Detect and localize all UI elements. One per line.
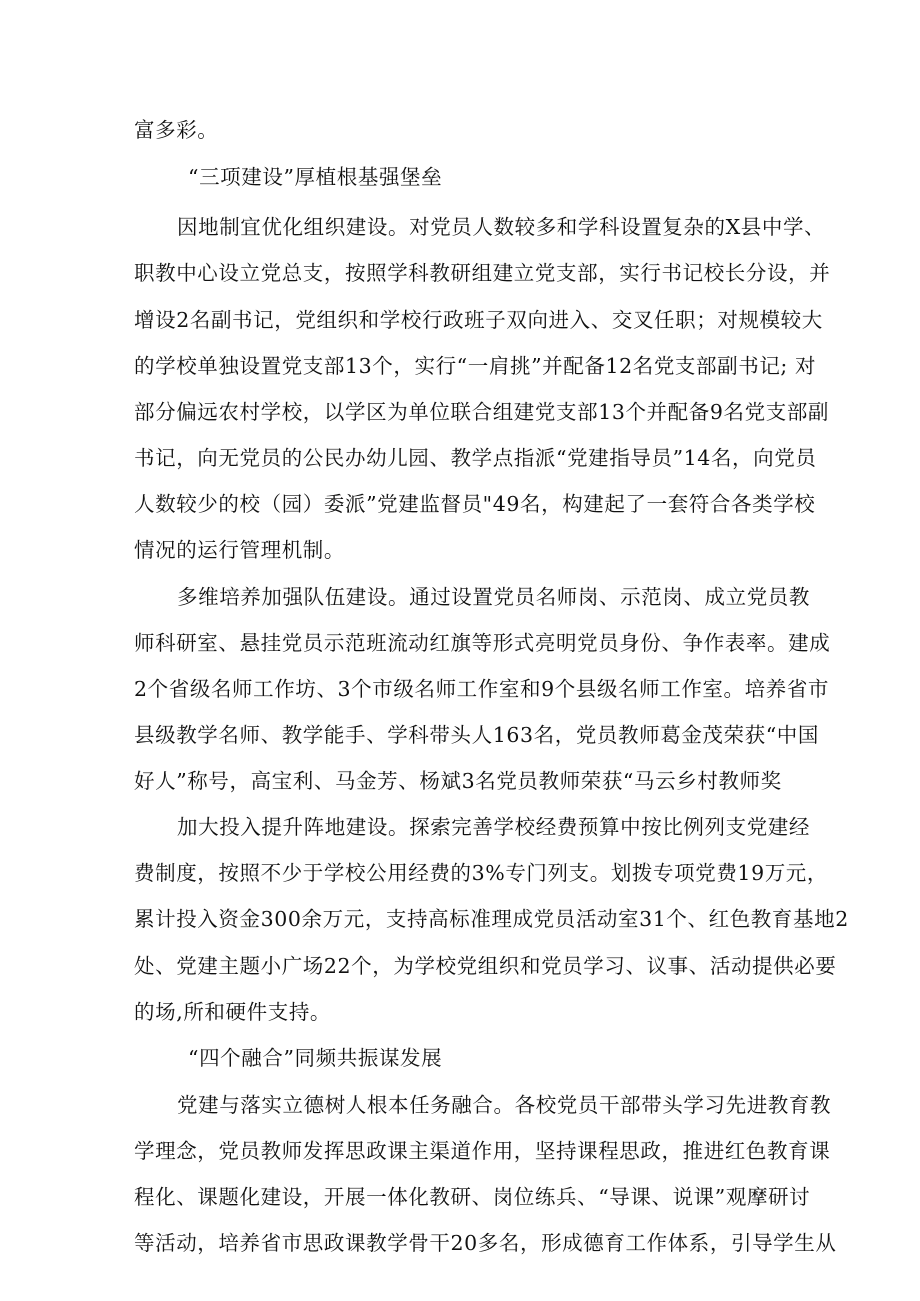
text-line: 程化、课题化建设，开展一体化教研、岗位练兵、“导课、说课”观摩研讨 xyxy=(134,1185,811,1209)
text-line: 处、党建主题小广场22个，为学校党组织和党员学习、议事、活动提供必要 xyxy=(134,954,837,978)
text-line: 好人”称号，高宝利、马金芳、杨斌3名党员教师荣获“马云乡村教师奖 xyxy=(134,769,782,793)
text-line: 情况的运行管理机制。 xyxy=(134,538,345,562)
text-line: 加大投入提升阵地建设。探索完善学校经费预算中按比例列支党建经 xyxy=(177,815,810,839)
text-line: 因地制宜优化组织建设。对党员人数较多和学科设置复杂的X县中学、 xyxy=(177,215,826,239)
text-line: 职教中心设立党总支，按照学科教研组建立党支部，实行书记校长分设，并 xyxy=(134,261,831,285)
text-line: 的场,所和硬件支持。 xyxy=(134,1000,332,1024)
text-line: 人数较少的校（园）委派”党建监督员"49名，构建起了一套符合各类学校 xyxy=(134,492,816,516)
text-line: 等活动，培养省市思政课教学骨干20多名，形成德育工作体系，引导学生从 xyxy=(134,1231,837,1255)
text-line: 党建与落实立德树人根本任务融合。各校党员干部带头学习先进教育教 xyxy=(177,1093,832,1117)
section-heading: “三项建设”厚植根基强堡垒 xyxy=(188,165,443,189)
text-line: 部分偏远农村学校，以学区为单位联合组建党支部13个并配备9名党支部副 xyxy=(134,400,830,424)
section-heading: “四个融合”同频共振谋发展 xyxy=(188,1046,443,1070)
text-line: 累计投入资金300余万元，支持高标准理成党员活动室31个、红色教育基地2 xyxy=(134,907,849,931)
text-line: 县级教学名师、教学能手、学科带头人163名，党员教师葛金茂荣获“中国 xyxy=(134,723,820,747)
text-line: 富多彩。 xyxy=(134,118,219,142)
text-line: 增设2名副书记，党组织和学校行政班子双向进入、交叉任职；对规模较大 xyxy=(134,308,823,332)
text-line: 2个省级名师工作坊、3个市级名师工作室和9个县级名师工作室。培养省市 xyxy=(134,677,830,701)
text-line: 多维培养加强队伍建设。通过设置党员名师岗、示范岗、成立党员教 xyxy=(177,585,810,609)
text-line: 师科研室、悬挂党员示范班流动红旗等形式亮明党员身份、争作表率。建成 xyxy=(134,631,831,655)
text-line: 的学校单独设置党支部13个，实行“一肩挑”并配备12名党支部副书记; 对 xyxy=(134,354,817,378)
text-line: 费制度，按照不少于学校公用经费的3%专门列支。划拨专项党费19万元， xyxy=(134,861,829,885)
text-line: 学理念，党员教师发挥思政课主渠道作用，坚持课程思政，推进红色教育课 xyxy=(134,1139,831,1163)
text-line: 书记，向无党员的公民办幼儿园、教学点指派“党建指导员”14名，向党员 xyxy=(134,446,817,470)
